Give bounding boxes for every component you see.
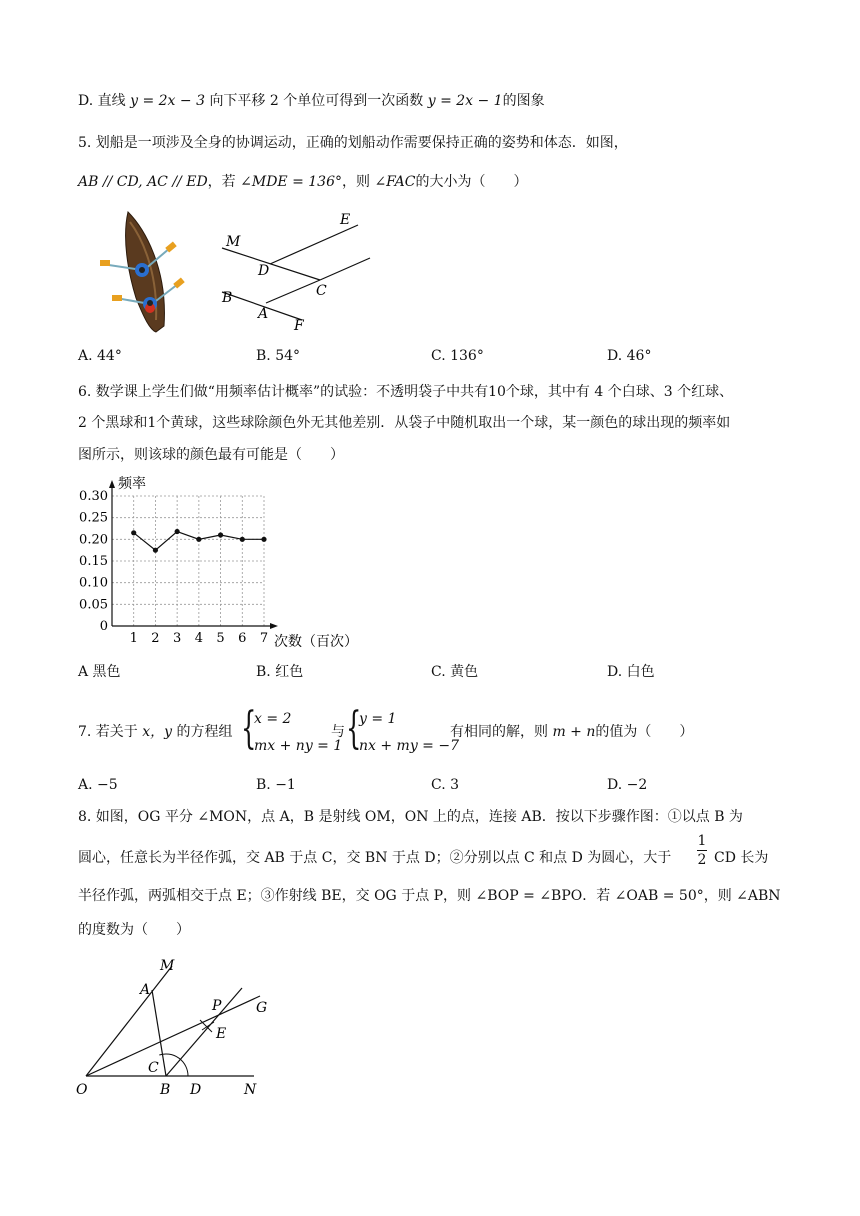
- data-point: [196, 537, 201, 542]
- q5-option-a[interactable]: A. 44°: [78, 348, 122, 364]
- q6-line1: 6. 数学课上学生们做“用频率估计概率”的试验：不透明袋子中共有10个球，其中有 4 个白球、3 个红球、: [78, 384, 734, 400]
- q4d-label: D. 直线: [78, 93, 126, 109]
- ytick-label: 0.15: [79, 554, 108, 569]
- chart-ylabel: 频率: [118, 476, 146, 492]
- ytick-label: 0: [99, 619, 108, 634]
- q8-line4: 的度数为（ ）: [78, 922, 190, 938]
- label-M: M: [160, 958, 175, 974]
- xtick-label: 6: [238, 631, 247, 646]
- label-F: F: [294, 318, 304, 334]
- q7-brace-2: {: [346, 703, 362, 754]
- chart-axes: [109, 480, 278, 629]
- label-C: C: [148, 1060, 159, 1076]
- q7-brace-1: {: [241, 703, 257, 754]
- q6-line2: 2 个黑球和1个黄球，这些球除颜色外无其他差别．从袋子中随机取出一个球，某一颜色的球出现的频率如: [78, 415, 731, 431]
- label-O: O: [76, 1082, 88, 1098]
- q8-frac-num: 1: [697, 833, 707, 849]
- q4-option-d: [78, 92, 545, 110]
- chart-xticks: [130, 631, 269, 646]
- y-axis-arrow: [109, 480, 115, 488]
- ytick-label: 0.05: [79, 597, 108, 613]
- data-point: [218, 532, 223, 537]
- q7-option-b[interactable]: B. −1: [256, 777, 296, 793]
- q4d-end: 的图象: [502, 93, 545, 109]
- q8-line2a: 圆心，任意长为半径作弧，交 AB 于点 C，交 BN 于点 D；②分别以点 C 和点 D 为圆心，大于: [78, 850, 672, 866]
- q5-parallel-lines-figure: [218, 208, 378, 336]
- q5-ask: 的大小为（ ）: [415, 174, 528, 190]
- q7-option-c[interactable]: C. 3: [431, 777, 460, 793]
- ytick-label: 0.10: [79, 575, 108, 591]
- q4d-expr1: y = 2x − 3: [130, 93, 205, 109]
- q8-line2: [78, 849, 671, 867]
- label-E: E: [340, 212, 351, 228]
- xtick-label: 3: [173, 631, 182, 646]
- label-D: D: [190, 1082, 202, 1098]
- q7-system2-eq2: nx + my = −7: [359, 738, 459, 754]
- q7-system2-eq1: y = 1: [359, 711, 397, 727]
- ytick-label: 0.25: [79, 510, 108, 526]
- ytick-label: 0.30: [79, 489, 108, 504]
- q7-option-a[interactable]: A. −5: [78, 777, 118, 793]
- q8-line1: 8. 如图，OG 平分 ∠MON，点 A，B 是射线 OM，ON 上的点，连接 AB．按以下步骤作图：①以点 B 为: [78, 809, 743, 825]
- q7-expr: m + n: [552, 724, 596, 740]
- label-E: E: [216, 1026, 227, 1042]
- q5-option-b[interactable]: B. 54°: [256, 348, 301, 364]
- xtick-label: 2: [151, 631, 160, 646]
- x-axis-arrow: [270, 623, 278, 629]
- ytick-label: 0.20: [79, 532, 108, 548]
- q5-angle-mde: ∠MDE = 136°: [240, 174, 342, 190]
- q5-option-c[interactable]: C. 136°: [431, 348, 484, 364]
- q7-suffix1: 有相同的解，则: [450, 724, 548, 740]
- q8-line2b: CD 长为: [714, 850, 769, 866]
- q7-option-d[interactable]: D. −2: [607, 777, 648, 793]
- q5-angle-fac: ∠FAC: [374, 174, 416, 190]
- chart-xlabel: 次数（百次）: [274, 634, 358, 650]
- rowing-boat-illustration: [98, 208, 190, 336]
- q7-suffix2: 的值为（ ）: [595, 724, 694, 740]
- xtick-label: 1: [129, 631, 138, 646]
- q7-prefix-text: 7. 若关于: [78, 724, 138, 740]
- q7-prefix: [78, 723, 233, 741]
- q6-line3: 图所示，则该球的颜色最有可能是（ ）: [78, 447, 344, 463]
- q4d-expr2: y = 2x − 1: [427, 93, 503, 109]
- label-M: M: [226, 234, 241, 250]
- q5-then: ，则: [342, 174, 370, 190]
- label-G: G: [256, 1000, 268, 1016]
- q8-frac-den: 2: [697, 852, 707, 868]
- label-P: P: [212, 998, 222, 1014]
- data-point: [175, 529, 180, 534]
- q6-option-c[interactable]: C. 黄色: [431, 664, 479, 680]
- q6-option-a[interactable]: A 黑色: [78, 664, 121, 680]
- label-C: C: [316, 283, 327, 299]
- chart-grid: [112, 496, 264, 626]
- q4d-mid: 向下平移 2 个单位可得到一次函数: [209, 93, 424, 109]
- data-point: [131, 530, 136, 535]
- xtick-label: 4: [194, 631, 203, 646]
- data-point: [261, 537, 266, 542]
- q6-option-d[interactable]: D. 白色: [607, 664, 655, 680]
- q7-suffix: [450, 723, 693, 741]
- q7-vars: x，y: [142, 724, 173, 740]
- label-N: N: [244, 1082, 257, 1098]
- q7-mid: 的方程组: [176, 724, 233, 740]
- label-A: A: [258, 306, 269, 322]
- q6-option-b[interactable]: B. 红色: [256, 664, 304, 680]
- q7-system1-eq2: mx + ny = 1: [254, 738, 343, 754]
- data-point: [153, 548, 158, 553]
- q8-line3: 半径作弧，两弧相交于点 E；③作射线 BE，交 OG 于点 P，则 ∠BOP = ∠BPO．若 ∠OAB = 50°，则 ∠ABN: [78, 888, 781, 904]
- label-B: B: [222, 290, 233, 306]
- q8-fraction: [697, 833, 707, 868]
- xtick-label: 5: [216, 631, 225, 646]
- label-B: B: [160, 1082, 171, 1098]
- data-point: [240, 537, 245, 542]
- frequency-line-chart: [72, 474, 372, 656]
- chart-yticks: [79, 489, 108, 634]
- xtick-label: 7: [259, 631, 269, 646]
- label-A: A: [140, 982, 151, 998]
- q7-with: 与: [331, 724, 345, 740]
- q7-system1-eq1: x = 2: [254, 711, 292, 727]
- q5-if: ，若: [207, 174, 236, 190]
- label-D: D: [258, 263, 270, 279]
- q5-parallel-cond: AB // CD, AC // ED: [78, 174, 208, 190]
- q5-line2: [78, 173, 528, 191]
- q5-option-d[interactable]: D. 46°: [607, 348, 652, 364]
- q8-angle-bisector-figure: [72, 952, 282, 1098]
- q5-line1: 5. 划船是一项涉及全身的协调运动，正确的划船动作需要保持正确的姿势和体态．如图，: [78, 135, 628, 151]
